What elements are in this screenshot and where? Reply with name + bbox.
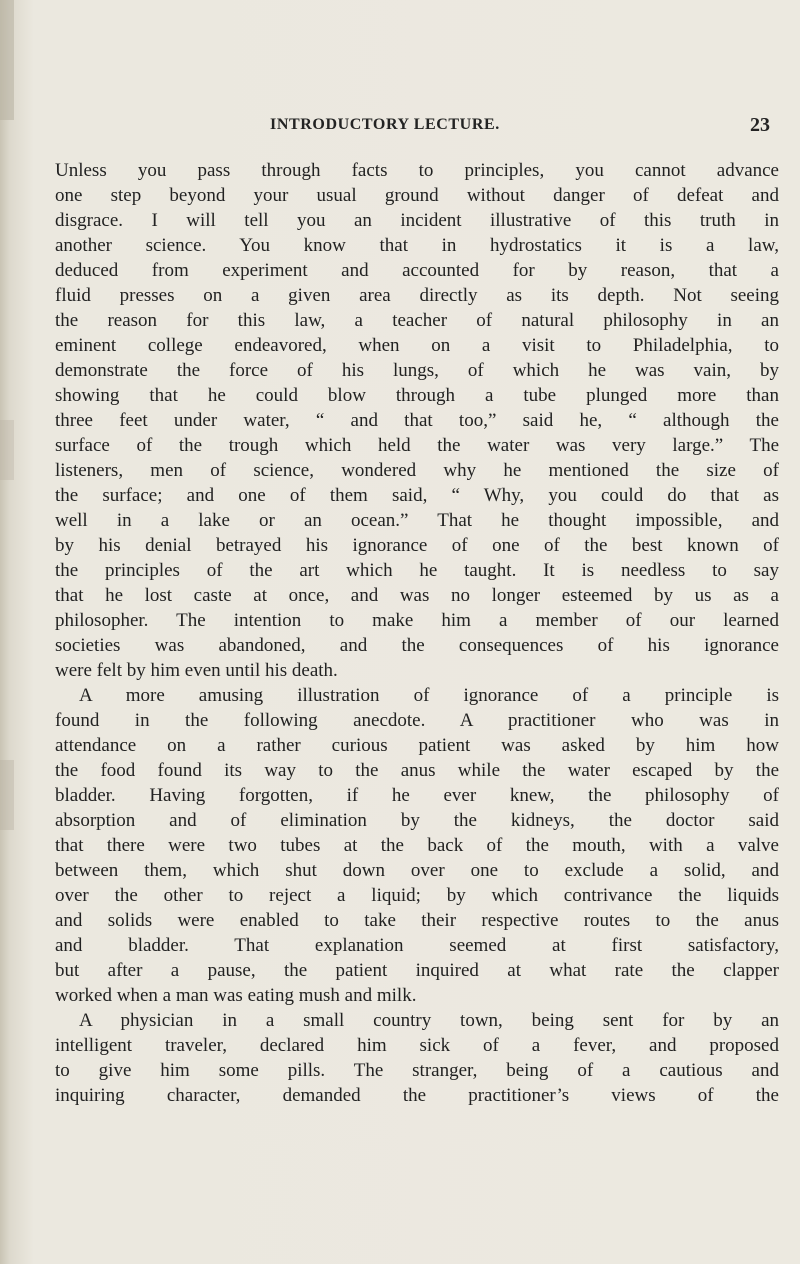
text-line: between them, which shut down over one to exclude a solid, and: [55, 860, 779, 881]
text-line: well in a lake or an ocean.” That he thought impossible, and: [55, 510, 779, 531]
text-line: showing that he could blow through a tube plunged more than: [55, 385, 779, 406]
binding-shadow: [0, 420, 14, 480]
text-line: over the other to reject a liquid; by which contrivance the liquids: [55, 885, 779, 906]
text-line: absorption and of elimination by the kidneys, the doctor said: [55, 810, 779, 831]
text-line: and bladder. That explanation seemed at first satisfactory,: [55, 935, 779, 956]
running-title: INTRODUCTORY LECTURE.: [270, 116, 500, 133]
text-line: deduced from experiment and accounted for by reason, that a: [55, 260, 779, 281]
text-line: intelligent traveler, declared him sick of a fever, and proposed: [55, 1035, 779, 1056]
text-line: societies was abandoned, and the consequences of his ignorance: [55, 635, 779, 656]
binding-shadow: [0, 0, 14, 120]
text-line: attendance on a rather curious patient was asked by him how: [55, 735, 779, 756]
text-line: another science. You know that in hydrostatics it is a law,: [55, 235, 779, 256]
text-line: were felt by him even until his death.: [55, 660, 338, 681]
text-line: found in the following anecdote. A practitioner who was in: [55, 710, 779, 731]
text-line: fluid presses on a given area directly as its depth. Not seeing: [55, 285, 779, 306]
text-line: the surface; and one of them said, “ Why, you could do that as: [55, 485, 779, 506]
text-line: surface of the trough which held the water was very large.” The: [55, 435, 779, 456]
text-line: but after a pause, the patient inquired at what rate the clapper: [55, 960, 779, 981]
text-line: the food found its way to the anus while the water escaped by the: [55, 760, 779, 781]
binding-shadow: [0, 760, 14, 830]
text-line: by his denial betrayed his ignorance of one of the best known of: [55, 535, 779, 556]
text-line: philosopher. The intention to make him a member of our learned: [55, 610, 779, 631]
text-line: disgrace. I will tell you an incident illustrative of this truth in: [55, 210, 779, 231]
text-line: bladder. Having forgotten, if he ever knew, the philosophy of: [55, 785, 779, 806]
text-line: listeners, men of science, wondered why he mentioned the size of: [55, 460, 779, 481]
body-text: [55, 158, 779, 1108]
text-line: worked when a man was eating mush and milk.: [55, 985, 417, 1006]
text-line: that there were two tubes at the back of the mouth, with a valve: [55, 835, 779, 856]
text-line: one step beyond your usual ground without danger of defeat and: [55, 185, 779, 206]
text-line: to give him some pills. The stranger, being of a cautious and: [55, 1060, 779, 1081]
text-line: that he lost caste at once, and was no longer esteemed by us as a: [55, 585, 779, 606]
text-line: inquiring character, demanded the practitioner’s views of the: [55, 1085, 779, 1106]
text-line: A physician in a small country town, being sent for by an: [79, 1010, 779, 1031]
text-line: Unless you pass through facts to principles, you cannot advance: [55, 160, 779, 181]
text-line: demonstrate the force of his lungs, of which he was vain, by: [55, 360, 779, 381]
text-line: three feet under water, “ and that too,” said he, “ although the: [55, 410, 779, 431]
page-number: 23: [750, 114, 770, 136]
text-line: A more amusing illustration of ignorance of a principle is: [79, 685, 779, 706]
text-line: the reason for this law, a teacher of natural philosophy in an: [55, 310, 779, 331]
text-line: and solids were enabled to take their respective routes to the anus: [55, 910, 779, 931]
text-line: the principles of the art which he taught. It is needless to say: [55, 560, 779, 581]
page-header: [240, 116, 770, 140]
text-line: eminent college endeavored, when on a visit to Philadelphia, to: [55, 335, 779, 356]
